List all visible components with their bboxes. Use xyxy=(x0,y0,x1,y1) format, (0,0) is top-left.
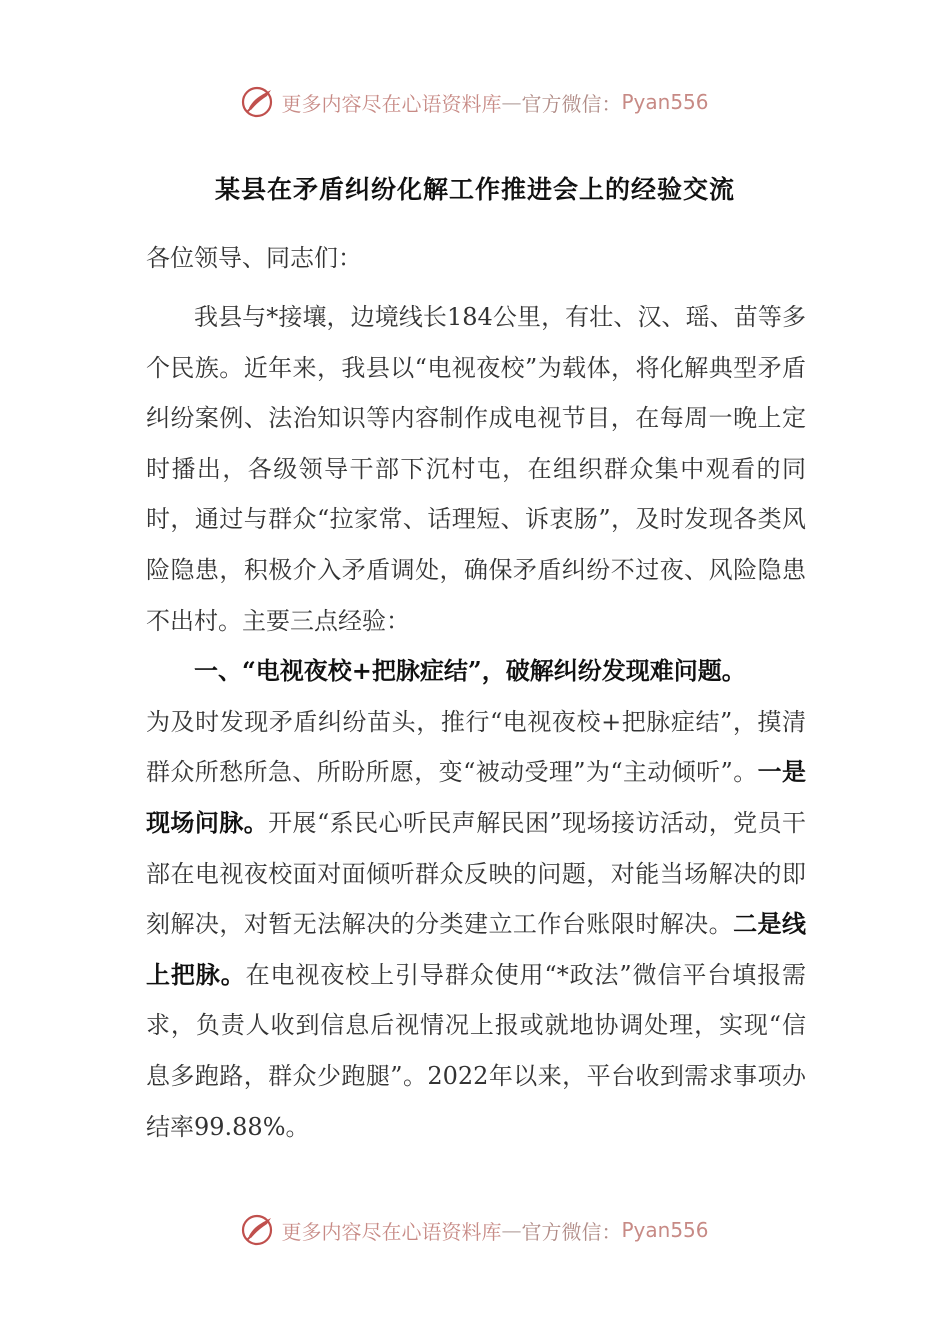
watermark-separator: — xyxy=(501,90,522,114)
watermark-official-label: 官方微信： xyxy=(521,1219,622,1244)
watermark-footer xyxy=(0,1210,950,1250)
section-1-paragraph xyxy=(146,697,806,1152)
document-title: 某县在矛盾纠纷化解工作推进会上的经验交流 xyxy=(214,175,735,204)
section-1-lead: 为及时发现矛盾纠纷苗头，推行“电视夜校+把脉症结”，摸清群众所愁所急、所盼所愿，变“被动受理”为“主动倾听”。 xyxy=(146,707,806,787)
watermark-official-label: 官方微信： xyxy=(521,91,622,116)
section-heading-1: 一、“电视夜校+把脉症结”，破解纠纷发现难问题。 xyxy=(194,656,746,686)
salutation: 各位领导、同志们： xyxy=(146,244,362,272)
pen-logo-icon xyxy=(241,1212,277,1248)
pen-logo-icon xyxy=(241,84,277,120)
point-2-label: 二是线上把脉。 xyxy=(146,909,807,989)
watermark-header xyxy=(0,82,950,122)
watermark-wechat-id: Pyan556 xyxy=(621,90,709,114)
watermark-text: 更多内容尽在心语资料库 xyxy=(281,1219,502,1244)
point-1-label: 一是现场问脉。 xyxy=(146,757,806,837)
document-body xyxy=(146,292,806,1152)
intro-paragraph: 我县与*接壤，边境线长184公里，有壮、汉、瑶、苗等多个民族。近年来，我县以“电视夜校”为载体，将化解典型矛盾纠纷案例、法治知识等内容制作成电视节目，在每周一晚上定时播出，各级领导干部下沉村屯，在组织群众集中观看的同时，通过与群众“拉家常、话理短、诉衷肠”，及时发现各类风险隐患，积极介入矛盾调处，确保矛盾纠纷不过夜、风险隐患不出村。主要三点经验： xyxy=(146,303,806,635)
watermark-separator: — xyxy=(501,1218,522,1242)
watermark-text: 更多内容尽在心语资料库 xyxy=(281,91,502,116)
watermark-wechat-id: Pyan556 xyxy=(621,1218,709,1242)
point-2-text: 在电视夜校上引导群众使用“*政法”微信平台填报需求，负责人收到信息后视情况上报或就地协调处理，实现“信息多跑路，群众少跑腿”。2022年以来，平台收到需求事项办结率99.88%。 xyxy=(146,960,806,1141)
point-1-text: 开展“系民心听民声解民困”现场接访活动，党员干部在电视夜校面对面倾听群众反映的问题，对能当场解决的即刻解决，对暂无法解决的分类建立工作台账限时解决。 xyxy=(146,808,806,939)
